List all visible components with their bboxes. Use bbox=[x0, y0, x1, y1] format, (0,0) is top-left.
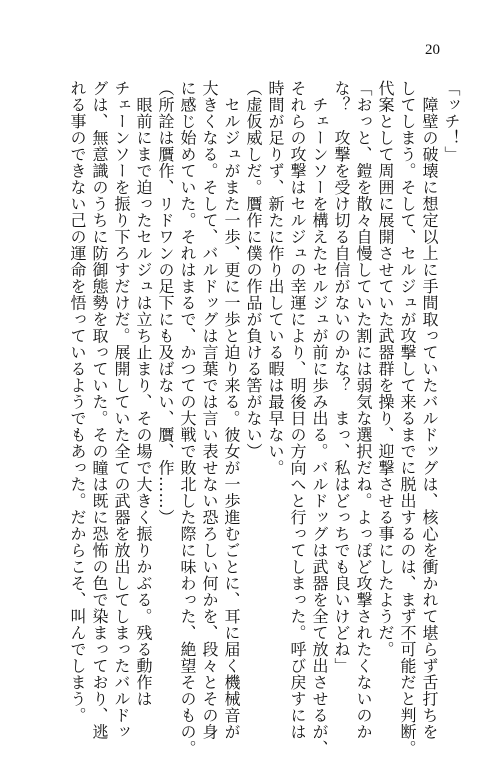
text-line: チェーンソーを構えたセルジュが前に歩み出る。バルドッグは武器を全て放出させるが、 bbox=[310, 80, 329, 757]
novel-text-block bbox=[66, 80, 462, 757]
text-line: 大きくなる。そして、バルドッグは言葉では言い表せない恐ろしい何かを、段々とその身 bbox=[200, 80, 219, 740]
text-line: 「ッチ！」 bbox=[442, 80, 461, 163]
text-line: 眼前にまで迫ったセルジュは立ち止まり、その場で大きく振りかぶる。残る動作は bbox=[134, 80, 153, 707]
text-line: （虚仮威しだ。贋作に僕の作品が負ける筈がない） bbox=[244, 80, 263, 460]
text-line: してしまう。そして、セルジュが攻撃して来るまでに脱出するのは、まず不可能だと判断。 bbox=[398, 80, 417, 757]
text-line: それらの攻撃はセルジュの幸運により、明後日の方向へと行ってしまった。呼び戻すには bbox=[288, 80, 307, 740]
text-line: 時間が足りず、新たに作り出している暇は最早ない。 bbox=[266, 80, 285, 476]
text-line: チェーンソーを振り下ろすだけだ。展開していた全ての武器を放出してしまったバルドッ bbox=[112, 80, 131, 740]
text-line: （所詮は贋作、リドワンの足下にも及ばない、贋、作……） bbox=[156, 80, 175, 526]
text-line: な？ 攻撃を受け切る自信がないのかな？ まっ、私はどっちでも良いけどね」 bbox=[332, 80, 351, 674]
text-line: 「おっと、鎧を散々自慢していた割には弱気な選択だね。よっぽど攻撃されたくないのか bbox=[354, 80, 373, 740]
text-line: グは、無意識のうちに防御態勢を取っていた。その瞳は既に恐怖の色で染まっており、逃 bbox=[90, 80, 109, 740]
text-line: 代案として周囲に展開させていた武器群を操り、迎撃させる事にしたようだ。 bbox=[376, 80, 395, 658]
text-line: セルジュがまた一歩、更に一歩と迫り来る。彼女が一歩進むごとに、耳に届く機械音が bbox=[222, 80, 241, 740]
page-number: 20 bbox=[425, 42, 440, 58]
text-line: に感じ始めていた。それはまるで、かつての大戦で敗北した際に味わった、絶望そのもの。 bbox=[178, 80, 197, 757]
text-line: 障壁の破壊に想定以上に手間取っていたバルドッグは、核心を衝かれて堪らず舌打ちを bbox=[420, 80, 439, 740]
text-line: れる事のできない己の運命を悟っているようでもあった。だからこそ、叫んでしまう。 bbox=[68, 80, 87, 724]
